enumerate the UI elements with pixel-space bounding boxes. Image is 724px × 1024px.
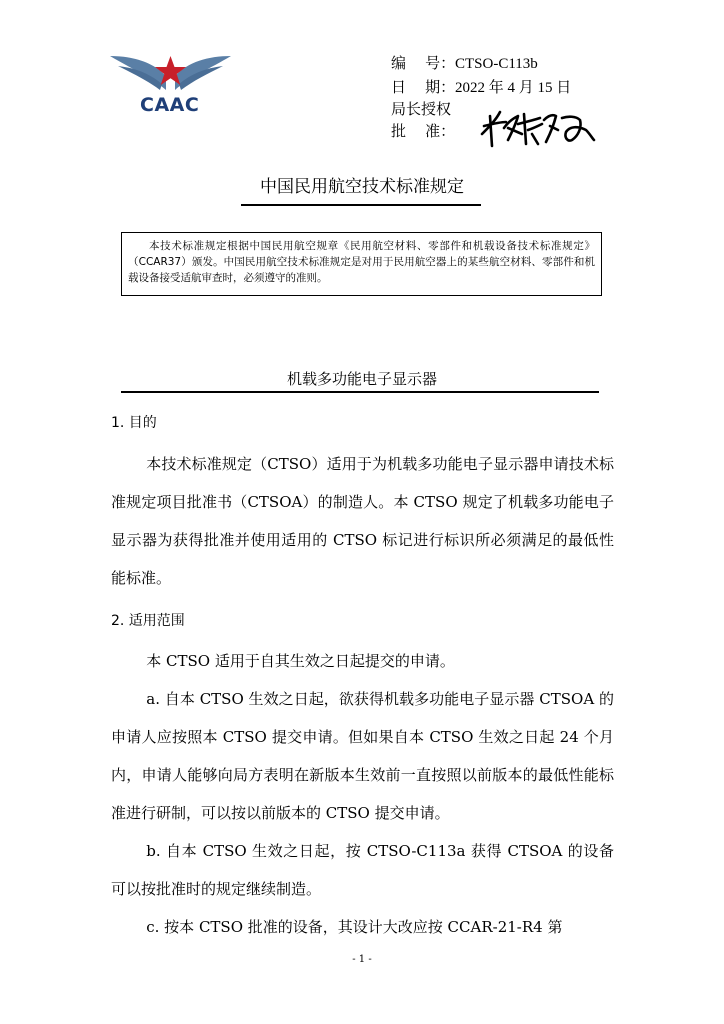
title-underline <box>241 204 481 206</box>
meta-authorization <box>391 98 465 120</box>
meta-date <box>391 76 571 98</box>
subject-title: 机载多功能电子显示器 <box>286 370 437 388</box>
handwritten-signature <box>478 104 598 150</box>
section-1-paragraph: 本技术标准规定（CTSO）适用于为机载多功能电子显示器申请技术标准规定项目批准书（CTSOA）的制造人。本 CTSO 规定了机载多功能电子显示器为获得批准并使用适用的 CTSO 标记进行标识所必须满足的最低性能标准。 <box>111 455 614 587</box>
meta-authorization-label: 局长授权 <box>391 100 452 118</box>
section-2-paragraph-a: a. 自本 CTSO 生效之日起，欲获得机载多功能电子显示器 CTSOA 的申请人应按照本 CTSO 提交申请。但如果自本 CTSO 生效之日起 24 个月内，申请人能够向局方表明在新版本生效前一直按照以前版本的最低性能标准进行研制，可以按以前版本的 CTSO 提交申请。 <box>111 690 614 822</box>
meta-date-value: 2022 年 4 月 15 日 <box>455 80 572 96</box>
meta-number-value: CTSO-C113b <box>455 56 538 72</box>
section-2-heading: 2. 适用范围 <box>111 613 185 629</box>
meta-date-label: 日 期： <box>391 78 456 96</box>
notice-box: 本技术标准规定根据中国民用航空规章《民用航空材料、零部件和机载设备技术标准规定》（CCAR37）颁发。中国民用航空技术标准规定是对用于民用航空器上的某些航空材料、零部件和机载设备接受适航审查时，必须遵守的准则。 <box>121 232 602 296</box>
section-2-paragraph-c: c. 按本 CTSO 批准的设备，其设计大改应按 CCAR-21-R4 第 <box>146 918 563 936</box>
meta-number <box>391 52 538 74</box>
subject-underline <box>121 391 599 393</box>
section-2-paragraph-b: b. 自本 CTSO 生效之日起，按 CTSO-C113a 获得 CTSOA 的设备可以按批准时的规定继续制造。 <box>111 842 614 898</box>
caac-wings-star-icon <box>108 50 233 100</box>
section-1-heading: 1. 目的 <box>111 415 157 431</box>
section-2-paragraph-intro: 本 CTSO 适用于自其生效之日起提交的申请。 <box>146 652 455 670</box>
meta-approval-label: 批 准： <box>391 122 456 140</box>
meta-number-label: 编 号： <box>391 54 456 72</box>
meta-approval <box>391 120 465 142</box>
page-number: - 1 - <box>352 954 372 965</box>
document-title: 中国民用航空技术标准规定 <box>260 177 464 197</box>
caac-logo <box>108 50 233 120</box>
caac-logo-text: CAAC <box>140 94 200 116</box>
